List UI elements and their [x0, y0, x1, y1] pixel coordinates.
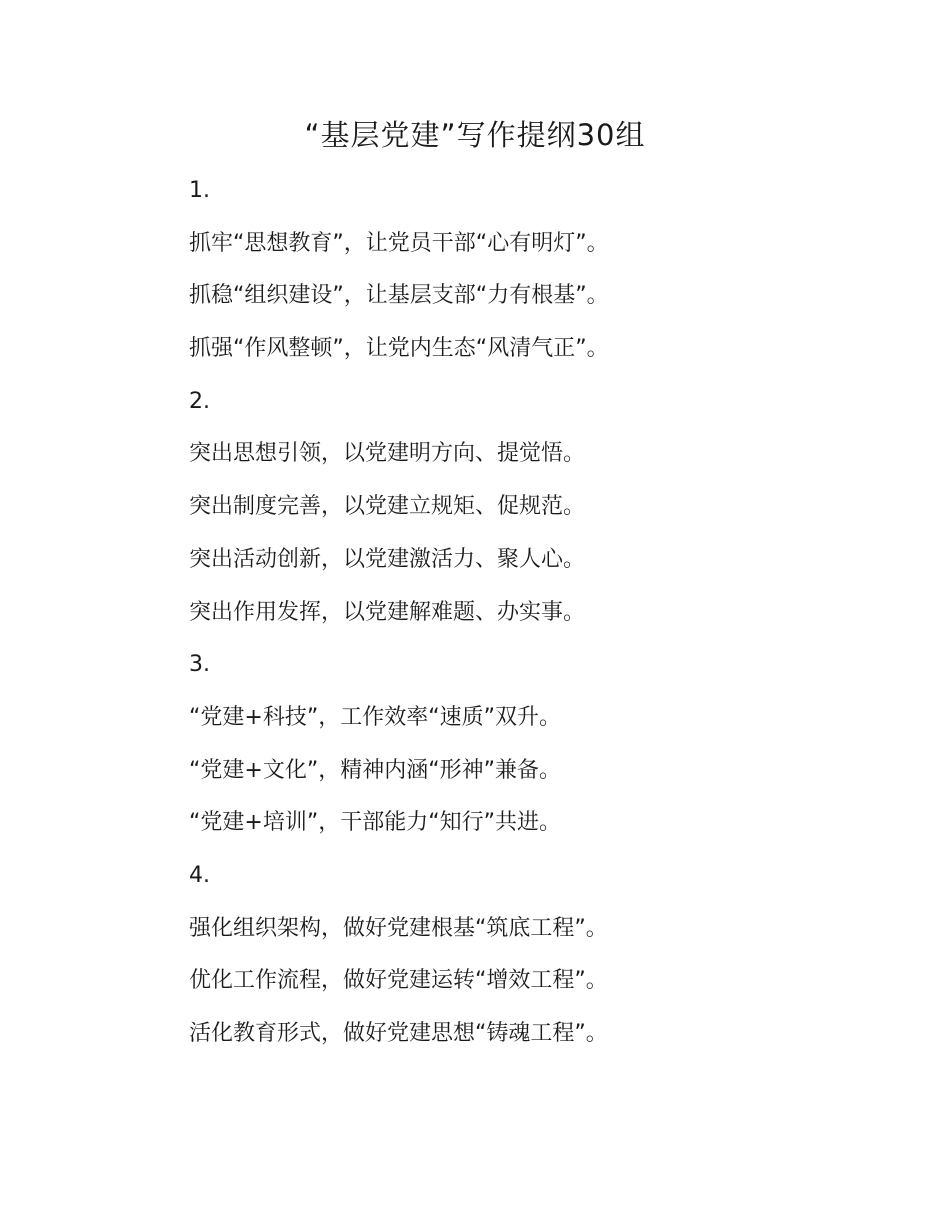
outline-line: 突出作用发挥，以党建解难题、办实事。	[189, 599, 586, 625]
outline-line: 抓强“作风整顿”，让党内生态“风清气正”。	[189, 336, 609, 362]
document-title: “基层党建”写作提纲30组	[304, 118, 646, 152]
document-body	[189, 165, 889, 1061]
outline-line: 突出活动创新，以党建激活力、聚人心。	[189, 546, 586, 572]
outline-line: “党建+文化”，精神内涵“形神”兼备。	[189, 757, 562, 783]
outline-line: 突出思想引领，以党建明方向、提觉悟。	[189, 441, 586, 467]
section-number: 4.	[189, 862, 210, 888]
outline-line: 强化组织架构，做好党建根基“筑底工程”。	[189, 915, 608, 941]
outline-line: 抓牢“思想教育”，让党员干部“心有明灯”。	[189, 230, 609, 256]
section-number: 3.	[189, 652, 210, 678]
section-number: 1.	[189, 178, 210, 203]
outline-line: 抓稳“组织建设”，让基层支部“力有根基”。	[189, 283, 609, 309]
outline-line: 突出制度完善，以党建立规矩、促规范。	[189, 494, 586, 520]
outline-line: “党建+科技”，工作效率“速质”双升。	[189, 704, 562, 730]
outline-line: “党建+培训”，干部能力“知行”共进。	[189, 810, 562, 836]
outline-line: 优化工作流程，做好党建运转“增效工程”。	[189, 968, 608, 994]
outline-line: 活化教育形式，做好党建思想“铸魂工程”。	[189, 1021, 608, 1046]
section-number: 2.	[189, 388, 210, 414]
